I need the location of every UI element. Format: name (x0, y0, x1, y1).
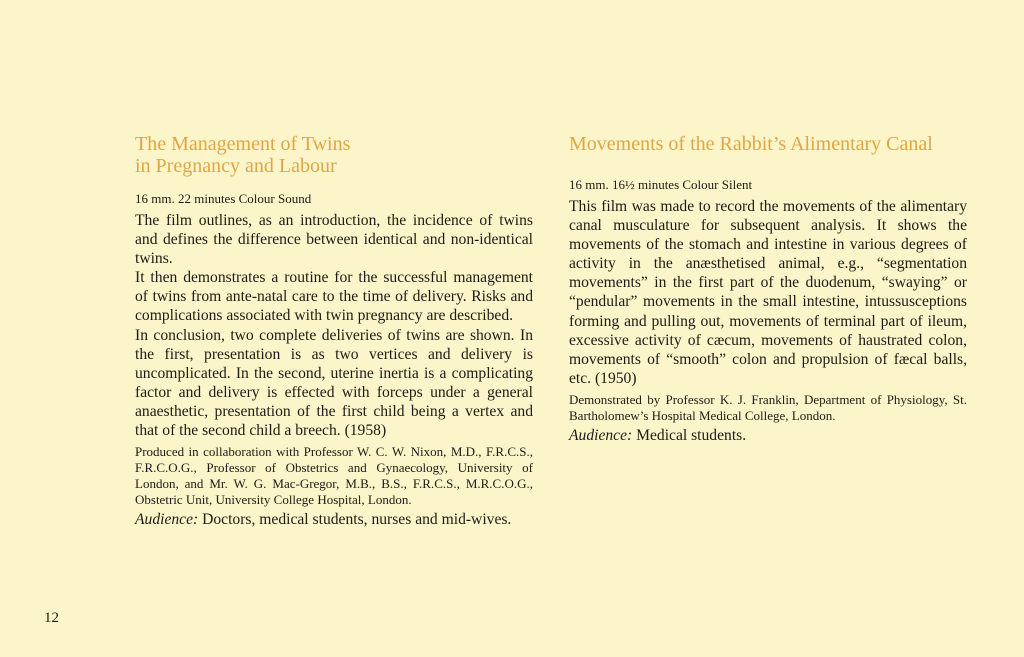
production-credit: Produced in collaboration with Professor W. C. W. Nixon, M.D., F.R.C.S., F.R.C.O.G., Professor of Obstetrics and Gynaecology, University of London, and Mr. W. G. Mac-Gregor, M.B., B.S., F.R.C.S., M.R.C.O.G., Obstetric Unit, University College Hospital, London. (135, 444, 533, 508)
audience-line (569, 426, 967, 445)
description-paragraph-3: In conclusion, two complete deliveries of twins are shown. In the first, presentation is as two vertices and delivery is uncomplicated. In the second, uterine inertia is a complicating factor and delivery is effected with forceps under a general anaesthetic, presentation of the first child being a vertex and that of the second child a breech. (1958) (135, 326, 533, 440)
description-paragraph: This film was made to record the movements of the alimentary canal musculature for subsequent analysis. It shows the movements of the stomach and intestine in various degrees of activity in the anæsthetised animal, e.g., “segmentation movements” in the first part of the duodenum, “swaying” or “pendular” movements in the small intestine, intussusceptions forming and pulling out, movements of terminal part of ileum, excessive activity of cæcum, movements of haustrated colon, movements of “smooth” colon and propulsion of fæcal balls, etc. (1950) (569, 198, 967, 387)
title-line-1: The Management of Twins (135, 133, 351, 155)
audience-line (135, 510, 533, 529)
left-column (135, 133, 533, 529)
description-paragraph-2: It then demonstrates a routine for the successful management of twins from ante-natal care to the time of delivery. Risks and complications associated with twin pregnancy are described. (135, 269, 533, 325)
film-title-twins (135, 133, 533, 177)
audience-label: Audience: (135, 511, 199, 529)
right-column (569, 133, 967, 445)
film-specs: 16 mm. 16½ minutes Colour Silent (569, 177, 753, 192)
film-title-rabbit: Movements of the Rabbit’s Alimentary Canal (569, 133, 933, 155)
demonstration-credit: Demonstrated by Professor K. J. Franklin, Department of Physiology, St. Bartholomew’s Hospital Medical College, London. (569, 391, 967, 423)
description-paragraph-1: The film outlines, as an introduction, the incidence of twins and defines the difference between identical and non-identical twins. (135, 212, 533, 268)
film-specs: 16 mm. 22 minutes Colour Sound (135, 191, 312, 206)
audience-label: Audience: (569, 426, 633, 444)
audience-text: Medical students. (632, 426, 747, 444)
title-line-2: in Pregnancy and Labour (135, 155, 337, 177)
audience-text: Doctors, medical students, nurses and mid-wives. (198, 511, 512, 529)
page-number: 12 (44, 610, 59, 626)
